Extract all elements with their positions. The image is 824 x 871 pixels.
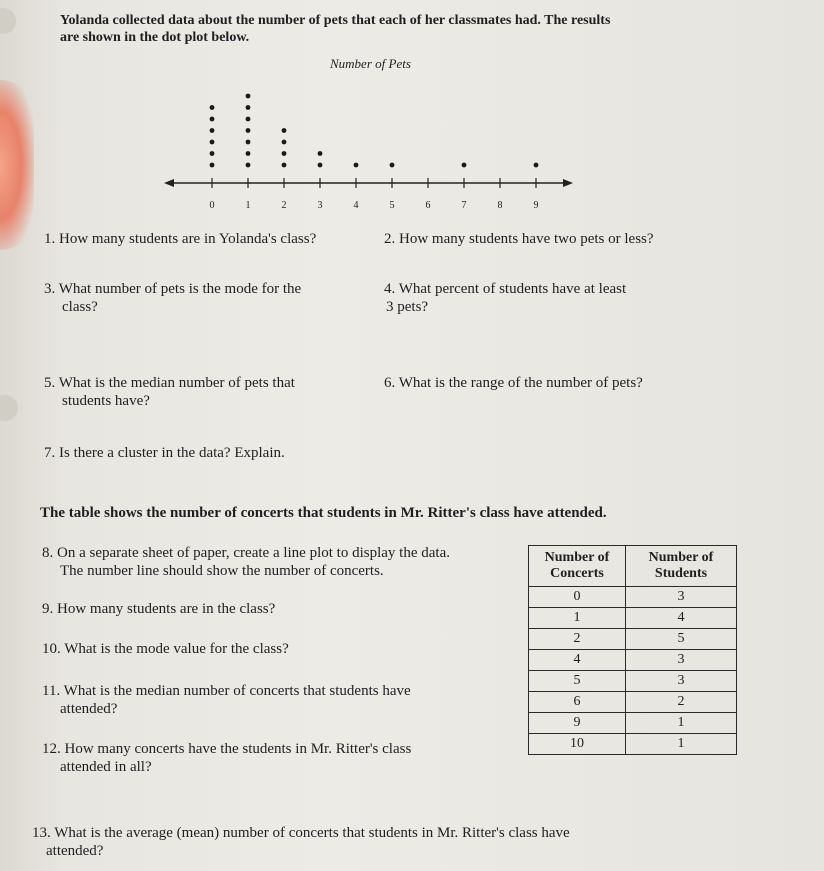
table-row (529, 608, 737, 629)
cell-concerts: 6 (529, 692, 626, 713)
question-9: 9. How many students are in the class? (42, 601, 276, 617)
concerts-table (528, 545, 737, 755)
question-6: 6. What is the range of the number of pets? (384, 375, 643, 391)
cell-students: 5 (626, 629, 737, 650)
data-dot (210, 163, 215, 168)
table-row (529, 713, 737, 734)
question-1: 1. How many students are in Yolanda's class? (44, 231, 317, 247)
tick-label: 7 (461, 200, 467, 211)
question-4-line-2: 3 pets? (386, 299, 429, 315)
question-3 (44, 280, 301, 316)
finger-shadow (0, 80, 34, 250)
cell-students: 1 (626, 734, 737, 755)
data-dot (246, 105, 251, 110)
data-dot (318, 151, 323, 156)
table-row (529, 587, 737, 608)
table-row (529, 671, 737, 692)
tick-label: 0 (209, 200, 215, 211)
cell-students: 2 (626, 692, 737, 713)
question-13-line-2: attended? (46, 843, 104, 859)
cell-concerts: 2 (529, 629, 626, 650)
question-5-line-2: students have? (62, 393, 150, 409)
data-dot (282, 128, 287, 133)
header-concerts-line-1: Number of (544, 550, 610, 565)
question-8 (42, 544, 450, 580)
cell-students: 3 (626, 650, 737, 671)
data-dot (282, 151, 287, 156)
tick-label: 3 (317, 200, 323, 211)
dot-plot (160, 70, 590, 220)
data-dot (210, 105, 215, 110)
header-students-line-1: Number of (648, 550, 714, 565)
intro-line-2: are shown in the dot plot below. (60, 30, 250, 45)
data-dot (246, 140, 251, 145)
question-3-line-2: class? (62, 299, 98, 315)
data-dot (246, 128, 251, 133)
question-7: 7. Is there a cluster in the data? Explain. (44, 445, 285, 461)
data-dot (210, 128, 215, 133)
question-12-line-1: 12. How many concerts have the students in Mr. Ritter's class (42, 741, 412, 757)
intro-line-1: Yolanda collected data about the number of pets that each of her classmates had. The results (60, 13, 611, 28)
tick-label: 5 (389, 200, 395, 211)
dot-plot-dots (210, 94, 539, 168)
question-12 (42, 740, 411, 776)
cell-concerts: 1 (529, 608, 626, 629)
question-10: 10. What is the mode value for the class? (42, 641, 289, 657)
tick-label: 1 (245, 200, 251, 211)
table-row (529, 629, 737, 650)
data-dot (318, 163, 323, 168)
question-5-line-1: 5. What is the median number of pets that (44, 375, 295, 391)
question-5 (44, 374, 295, 410)
tick-label: 6 (425, 200, 431, 211)
data-dot (246, 163, 251, 168)
tick-label: 9 (533, 200, 539, 211)
data-dot (282, 163, 287, 168)
cell-concerts: 10 (529, 734, 626, 755)
table-header-row (529, 546, 737, 587)
table-intro: The table shows the number of concerts that students in Mr. Ritter's class have attended. (40, 505, 607, 521)
tick-label: 8 (497, 200, 503, 211)
table-row (529, 650, 737, 671)
question-8-line-1: 8. On a separate sheet of paper, create a line plot to display the data. (42, 545, 450, 561)
cell-concerts: 0 (529, 587, 626, 608)
question-11 (42, 682, 411, 718)
data-dot (282, 140, 287, 145)
data-dot (210, 151, 215, 156)
table-row (529, 734, 737, 755)
data-dot (354, 163, 359, 168)
data-dot (390, 163, 395, 168)
question-11-line-1: 11. What is the median number of concerts that students have (42, 683, 411, 699)
cell-concerts: 4 (529, 650, 626, 671)
cell-students: 4 (626, 608, 737, 629)
dot-plot-title: Number of Pets (330, 56, 411, 71)
intro-text (60, 12, 610, 46)
header-concerts-line-2: Concerts (550, 566, 604, 581)
number-line-right-arrow (563, 179, 573, 187)
header-students-line-2: Students (654, 566, 708, 581)
data-dot (534, 163, 539, 168)
question-13-line-1: 13. What is the average (mean) number of concerts that students in Mr. Ritter's class have (32, 825, 570, 841)
question-8-line-2: The number line should show the number of concerts. (60, 563, 384, 579)
question-13 (32, 824, 570, 860)
table-row (529, 692, 737, 713)
question-4 (384, 280, 626, 316)
cell-students: 1 (626, 713, 737, 734)
cell-concerts: 5 (529, 671, 626, 692)
data-dot (210, 140, 215, 145)
cell-students: 3 (626, 587, 737, 608)
data-dot (246, 151, 251, 156)
data-dot (210, 117, 215, 122)
question-4-line-1: 4. What percent of students have at least (384, 281, 627, 297)
question-3-line-1: 3. What number of pets is the mode for the (44, 281, 302, 297)
header-students (626, 546, 737, 587)
cell-concerts: 9 (529, 713, 626, 734)
data-dot (462, 163, 467, 168)
data-dot (246, 117, 251, 122)
tick-label: 2 (281, 200, 287, 211)
question-12-line-2: attended in all? (60, 759, 152, 775)
tick-label: 4 (353, 200, 359, 211)
cell-students: 3 (626, 671, 737, 692)
header-concerts (529, 546, 626, 587)
question-2: 2. How many students have two pets or less? (384, 231, 654, 247)
data-dot (246, 94, 251, 99)
question-11-line-2: attended? (60, 701, 118, 717)
number-line-left-arrow (164, 179, 174, 187)
